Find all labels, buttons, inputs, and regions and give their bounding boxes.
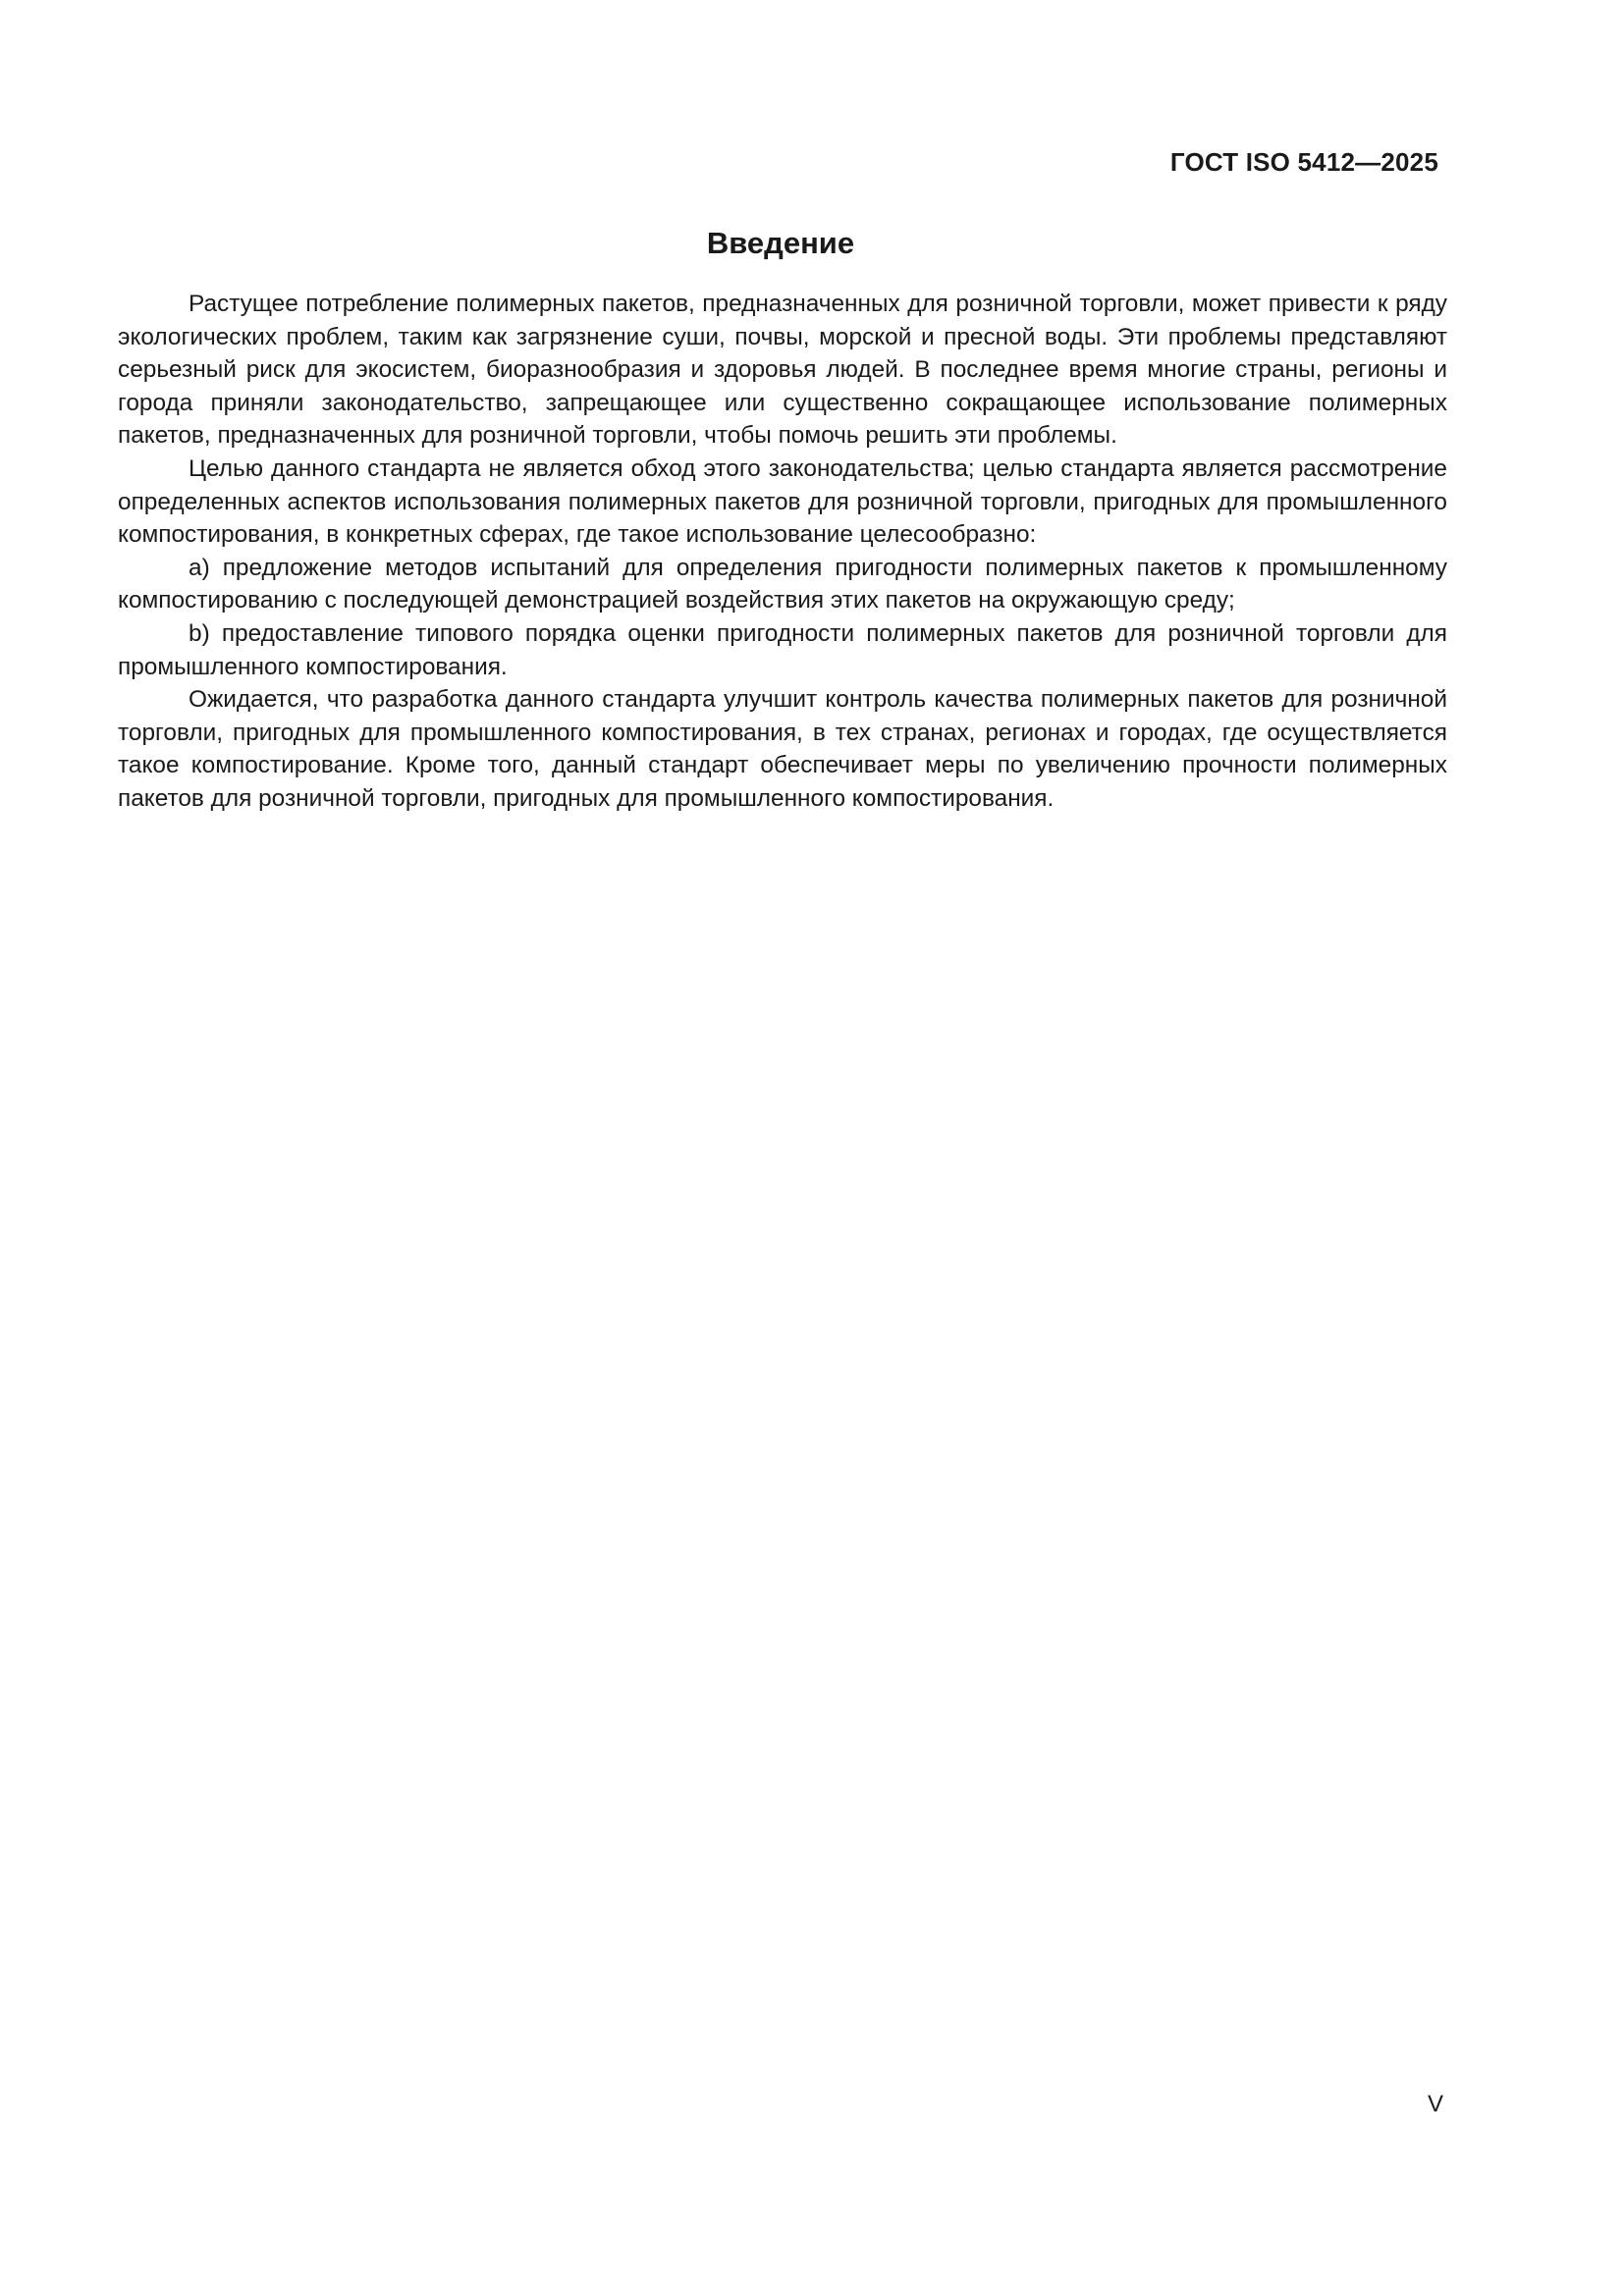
list-item: b) предоставление типового порядка оценки пригодности полимерных пакетов для розничной торговли для промышленного компостирования. [118,619,1447,680]
section-title: Введение [706,226,855,260]
list-item: a) предложение методов испытаний для определения пригодности полимерных пакетов к промышленному компостированию с последующей демонстрацией воздействия этих пакетов на окружающую среду; [118,554,1447,614]
page-number: V [1427,2091,1443,2117]
paragraph: Растущее потребление полимерных пакетов, предназначенных для розничной торговли, может привести к ряду экологических проблем, таким как загрязнение суши, почвы, морской и пресной воды. Эти проблемы представляют серьезный риск для экосистем, биоразнообразия и здоровья людей. В последнее время многие страны, регионы и города приняли законодательство, запрещающее или существенно сокращающее использование полимерных пакетов, предназначенных для розничной торговли, чтобы помочь решить эти проблемы. [118,291,1447,450]
introduction-body [118,288,1447,816]
standard-code: ГОСТ ISO 5412—2025 [1169,147,1438,177]
paragraph: Ожидается, что разработка данного стандарта улучшит контроль качества полимерных пакетов для розничной торговли, пригодных для промышленного компостирования, в тех странах, регионах и городах, где осуществляется такое компостирование. Кроме того, данный стандарт обеспечивает меры по увеличению прочности полимерных пакетов для розничной торговли, пригодных для промышленного компостирования. [118,686,1447,812]
paragraph: Целью данного стандарта не является обход этого законодательства; целью стандарта является рассмотрение определенных аспектов использования полимерных пакетов для розничной торговли, пригодных для промышленного компостирования, в конкретных сферах, где такое использование целесообразно: [118,454,1447,549]
